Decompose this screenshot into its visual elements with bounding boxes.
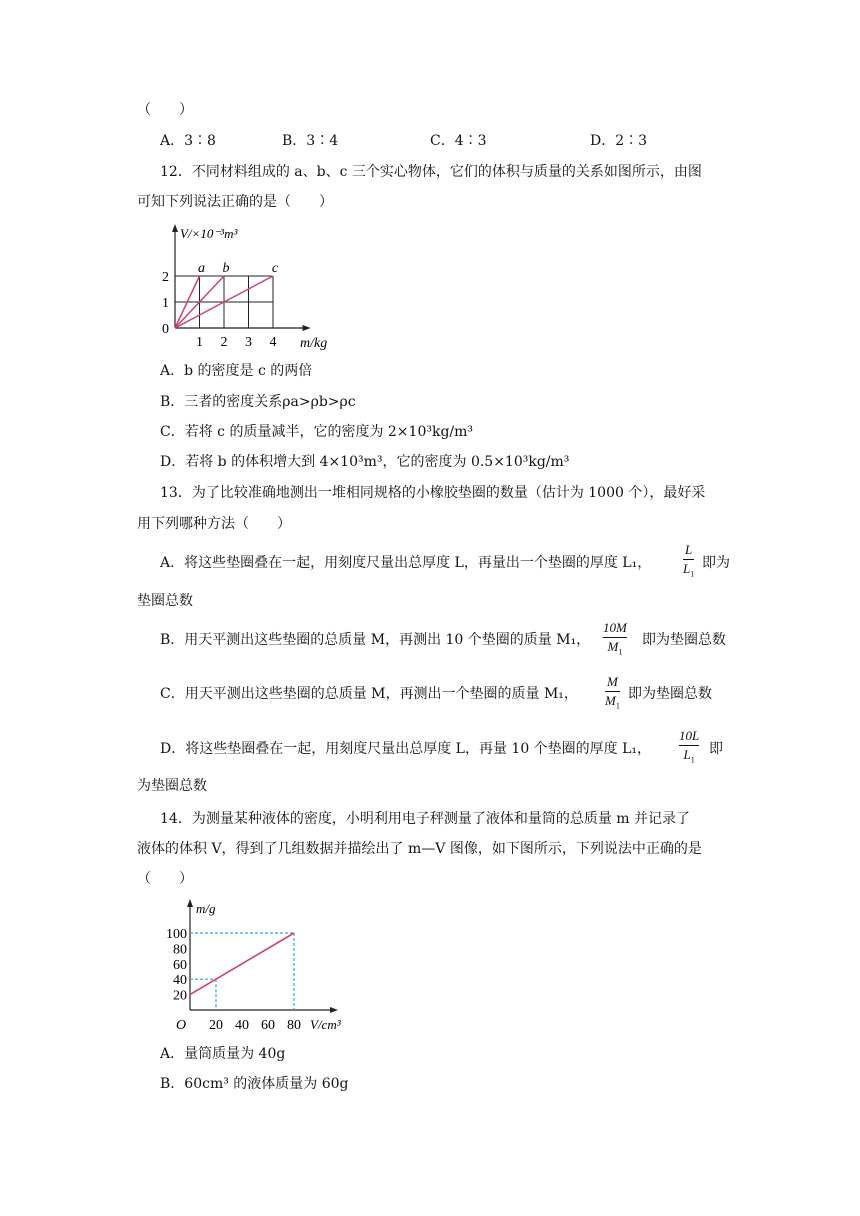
q13-option-c: C．用天平测出这些垫圈的总质量 M，再测出一个垫圈的质量 M₁， (160, 686, 578, 702)
q13-option-d-tail: 即 (709, 741, 723, 757)
x-axis-label: m/kg (300, 336, 328, 351)
q13-option-a-tail: 即为 (702, 555, 730, 571)
fraction-denominator: L (683, 561, 691, 576)
q13-stem-line1: 13．为了比较准确地测出一堆相同规格的小橡胶垫圈的数量（估计为 1000 个），最好采 (160, 485, 706, 501)
q13-option-d-line2: 为垫圈总数 (137, 778, 207, 794)
q11-paren: （ ） (137, 102, 193, 118)
chart-volume-mass (160, 222, 340, 352)
y-axis-label: m/g (196, 901, 216, 916)
q14-stem-line2: 液体的体积 V，得到了几组数据并描绘出了 m—V 图像，如下图所示，下列说法中正确的是 (137, 841, 702, 857)
y-tick-label: 20 (173, 988, 187, 1004)
q12-option-a: A．b 的密度是 c 的两倍 (160, 363, 313, 379)
q13-fraction-c (605, 674, 620, 714)
y-tick-label: 40 (173, 973, 187, 989)
x-tick-label: 40 (235, 1018, 249, 1033)
y-axis-arrow (172, 224, 178, 232)
y-axis-label: V/×10⁻³m³ (180, 226, 238, 241)
q11-options (0, 131, 860, 151)
series-line (190, 933, 294, 995)
q13-fraction-b (603, 620, 627, 660)
fraction-numerator: L (685, 542, 693, 557)
series-label-a: a (198, 261, 205, 276)
q13-option-b-tail: 即为垫圈总数 (642, 632, 726, 648)
q13-fraction-a (683, 542, 694, 582)
series-label-c: c (271, 261, 279, 276)
series-label-b: b (222, 261, 230, 276)
q14-option-a: A．量筒质量为 40g (160, 1046, 286, 1062)
q12-stem-line2: 可知下列说法正确的是（ ） (137, 194, 333, 210)
q11-option-d: D．2∶3 (590, 133, 648, 149)
x-tick-label: 80 (287, 1018, 301, 1033)
q14-option-b: B．60cm³ 的液体质量为 60g (160, 1076, 349, 1092)
y-tick-label: 100 (166, 927, 187, 942)
q11-option-b: B．3∶4 (282, 133, 339, 149)
x-tick-label: 3 (245, 335, 252, 350)
q12-option-b: B．三者的密度关系ρa>ρb>ρc (160, 394, 356, 410)
fraction-denominator: M (605, 693, 616, 708)
q13-option-a: A．将这些垫圈叠在一起，用刻度尺量出总厚度 L，再量出一个垫圈的厚度 L₁， (160, 555, 652, 571)
x-tick-label: 2 (220, 335, 228, 350)
fraction-numerator: M (607, 674, 618, 689)
q12-stem-line1: 12．不同材料组成的 a、b、c 三个实心物体，它们的体积与质量的关系如图所示，由图 (160, 164, 702, 180)
q13-option-b: B．用天平测出这些垫圈的总质量 M，再测出 10 个垫圈的质量 M₁， (160, 632, 591, 648)
fraction-numerator: 10M (603, 620, 627, 635)
fraction-denominator: L (683, 747, 691, 762)
q13-option-a-line2: 垫圈总数 (137, 593, 193, 609)
q14-stem-line1: 14．为测量某种液体的密度，小明利用电子秤测量了液体和量筒的总质量 m 并记录了 (160, 811, 690, 827)
y-tick-label: 0 (162, 322, 169, 337)
y-tick-label: 80 (173, 942, 187, 958)
q14-stem-line3: （ ） (137, 871, 193, 887)
fraction-denominator: M (607, 639, 619, 654)
q13-stem-line2: 用下列哪种方法（ ） (137, 516, 291, 532)
fraction-numerator: 10L (679, 728, 700, 743)
q13-option-d: D．将这些垫圈叠在一起，用刻度尺量出总厚度 L，再量 10 个垫圈的厚度 L₁， (160, 741, 652, 757)
y-axis-arrow (187, 899, 193, 907)
x-tick-label: 60 (261, 1018, 275, 1033)
chart-mass-volume (160, 897, 360, 1037)
x-tick-label: 1 (196, 335, 203, 350)
y-tick-label: 2 (162, 270, 169, 285)
q13-fraction-d (679, 728, 699, 768)
q11-option-c: C．4∶3 (430, 133, 487, 149)
y-tick-label: 1 (162, 296, 169, 311)
x-axis-arrow (303, 325, 311, 331)
q12-option-d: D．若将 b 的体积增大到 4×10³m³，它的密度为 0.5×10³kg/m³ (160, 454, 570, 470)
x-tick-label: 20 (209, 1018, 223, 1033)
x-tick-label: 4 (269, 335, 277, 350)
x-axis-arrow (330, 1007, 338, 1013)
q12-option-c: C．若将 c 的质量减半，它的密度为 2×10³kg/m³ (160, 424, 474, 440)
x-axis-label: V/cm³ (310, 1017, 341, 1032)
subscript: 1 (615, 701, 620, 711)
q13-option-c-tail: 即为垫圈总数 (628, 686, 712, 702)
subscript: 1 (690, 569, 695, 579)
q11-option-a: A．3∶8 (160, 133, 216, 149)
subscript: 1 (690, 755, 695, 765)
subscript: 1 (618, 647, 623, 657)
origin-label: O (176, 1018, 187, 1033)
y-tick-label: 60 (173, 957, 187, 973)
